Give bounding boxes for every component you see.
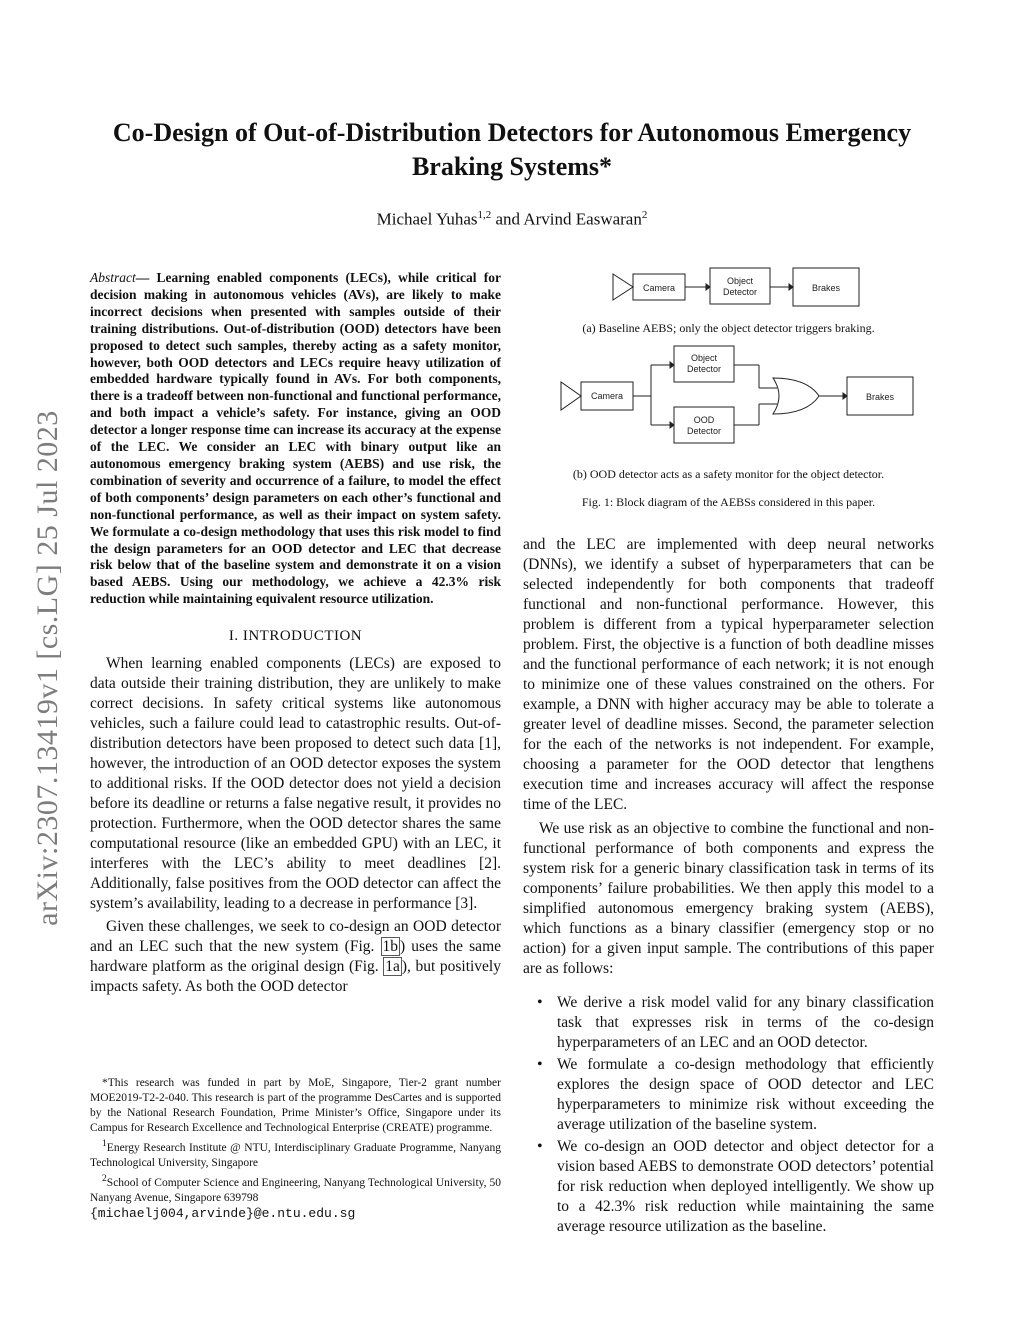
figure-ref-link[interactable]: 1a	[385, 958, 400, 976]
paragraph	[90, 917, 501, 997]
footnote-marker: 2	[102, 1172, 107, 1184]
footnotes	[90, 1076, 501, 1221]
subfigure-a-caption: (a) Baseline AEBS; only the object detector triggers braking.	[582, 321, 875, 335]
camera-input-triangle	[613, 274, 633, 300]
camera-block-label: Camera	[642, 283, 676, 293]
left-column	[90, 270, 501, 1000]
or-gate	[773, 378, 819, 414]
footnote-text: Energy Research Institute @ NTU, Interdisciplinary Graduate Programme, Nanyang Technological University, Singapore	[90, 1141, 501, 1169]
abstract-label: Abstract	[90, 270, 136, 285]
ood-detector-block	[674, 407, 734, 443]
paragraph: and the LEC are implemented with deep neural networks (DNNs), we identify a subset of hyperparameters that can be selected independently for both components that tradeoff functional and non-functional performance. However, this problem is different from a typical hyperparameter selection problem. First, the objective is a function of both deadline misses and the functional performance of each network; it is not enough to minimize one of these values constrained on the others. For example, a DNN with higher accuracy may be able to tolerate a greater level of deadline misses. Second, the parameter selection for the each of the networks is not independent. For example, choosing a parameter for the OOD detector that lengthens execution time and increases accuracy will affect the response time of the LEC.	[523, 536, 934, 813]
camera-block-label: Camera	[590, 391, 624, 401]
paragraph: When learning enabled components (LECs) are exposed to data outside their training distribution, they are unlikely to make correct decisions. In safety critical systems like autonomous vehicles, such a failure could lead to catastrophic results. Out-of-distribution detectors have been proposed to detect such data [1], however, the introduction of an OOD detector exposes the system to additional risks. If the OOD detector does not yield a decision before its deadline or returns a false negative result, it provides no protection. Furthermore, when the OOD detector shares the same computational resource (like an embedded GPU) with an LEC, it interferes with the LEC’s ability to meet deadlines [2]. Additionally, false positives from the OOD detector can affect the system’s availability, leading to a decrease in performance [3].	[90, 655, 501, 913]
footnote-affiliation	[90, 1136, 501, 1171]
paragraph: We use risk as an objective to combine the functional and non-functional performance of both components and express the system risk for a generic binary classification task in terms of its components’ failure probabilities. We then apply this model to a simplified autonomous emergency braking system (AEBS), which functions as a binary classifier (emergency stop or no action) for a given input sample. The contributions of this paper are as follows:	[523, 820, 934, 977]
list-item: • We derive a risk model valid for any binary classification task that expresses risk in terms of the co-design hyperparameters of an LEC and an OOD detector.	[523, 993, 934, 1053]
author-affiliation-sup: 2	[641, 209, 648, 221]
paragraph-text: ), but positively impacts safety. As both the OOD detector	[90, 958, 501, 996]
right-column	[523, 535, 934, 1239]
author-affiliation-sup: 1,2	[477, 209, 492, 221]
object-detector-label: Object	[726, 276, 754, 286]
author-line	[80, 209, 944, 230]
brakes-block-label: Brakes	[811, 283, 841, 293]
ood-detector-label: OOD	[693, 415, 715, 425]
section-heading-introduction: I. INTRODUCTION	[228, 628, 363, 645]
subfigure-b-caption: (b) OOD detector acts as a safety monitor for the object detector.	[572, 467, 885, 481]
paragraph-text: ) uses the same hardware platform as the original design (Fig.	[90, 938, 502, 976]
email-address[interactable]: {michaelj004,arvinde}@e.ntu.edu.sg	[90, 1205, 356, 1221]
footnote-funding: *This research was funded in part by MoE, Singapore, Tier-2 grant number MOE2019-T2-2-040. This research is part of the programme DesCartes and is supported by the National Research Foundation, Prime Minister’s Office, Singapore under its Campus for Research Excellence and Technological Enterprise (CREATE) programme.	[90, 1077, 501, 1134]
paper-title: Co-Design of Out-of-Distribution Detectors for Autonomous Emergency Braking Systems*	[112, 118, 912, 181]
brakes-block-label: Brakes	[865, 392, 895, 402]
object-detector-label: Detector	[686, 364, 722, 374]
list-item: • We formulate a co-design methodology that efficiently explores the design space of OOD detector and LEC hyperparameters to minimize risk without exceeding the average utilization of the baseline system.	[523, 1055, 934, 1135]
diagram-a	[613, 268, 859, 306]
author-name: Michael Yuhas	[376, 209, 478, 229]
paragraph-text: Given these challenges, we seek to co-design an OOD detector and an LEC such that the new system (Fig.	[90, 918, 501, 956]
figure-ref-link[interactable]: 1b	[382, 938, 399, 956]
list-item: • We co-design an OOD detector and object detector for a vision based AEBS to demonstrate OOD detectors’ potential for risk reduction when deployed intelligently. We show up to a 42.3% risk reduction while maintaining the same average resource utilization as the baseline.	[523, 1137, 934, 1237]
footnote-marker: 1	[102, 1138, 107, 1149]
footnote-affiliation	[90, 1171, 501, 1206]
author-conjunction: and	[491, 209, 524, 229]
object-detector-label: Detector	[722, 287, 758, 297]
object-detector-block	[710, 268, 770, 304]
contributions-list	[523, 993, 934, 1237]
camera-input-triangle	[561, 382, 581, 410]
arxiv-identifier: arXiv:2307.13419v1 [cs.LG] 25 Jul 2023	[31, 410, 64, 926]
abstract-text: — Learning enabled components (LECs), while critical for decision making in autonomous vehicles (AVs), are likely to make incorrect decisions when presented with samples outside of their training distributions. Out-of-distribution (OOD) detectors have been proposed to detect such samples, thereby acting as a safety monitor, however, both OOD detectors and LECs require heavy utilization of embedded hardware typically found in AVs. For both components, there is a tradeoff between non-functional and functional performance, and both impact a vehicle’s safety. For instance, giving an OOD detector a longer response time can increase its accuracy at the expense of the LEC. We consider an LEC with binary output like an autonomous emergency braking system (AEBS) and use risk, the combination of severity and occurrence of a failure, to model the effect of both components’ design parameters on each other’s functional and non-functional performance, as well as their impact on system safety. We formulate a co-design methodology that uses this risk model to find the design parameters for an OOD detector and LEC that decrease risk below that of the baseline system and demonstrate it on a vision based AEBS. Using our methodology, we achieve a 42.3% risk reduction while maintaining equivalent resource utilization.	[90, 270, 501, 607]
footnote-text: School of Computer Science and Engineering, Nanyang Technological University, 50 Nanyang Avenue, Singapore 639798	[90, 1176, 501, 1204]
abstract	[90, 270, 501, 608]
figure-1	[523, 262, 934, 518]
object-detector-label: Object	[690, 353, 718, 363]
diagram-b	[561, 346, 913, 443]
figure-caption: Fig. 1: Block diagram of the AEBSs considered in this paper.	[581, 495, 876, 509]
author-name: Arvind Easwaran	[523, 209, 642, 229]
ood-detector-label: Detector	[686, 426, 722, 436]
